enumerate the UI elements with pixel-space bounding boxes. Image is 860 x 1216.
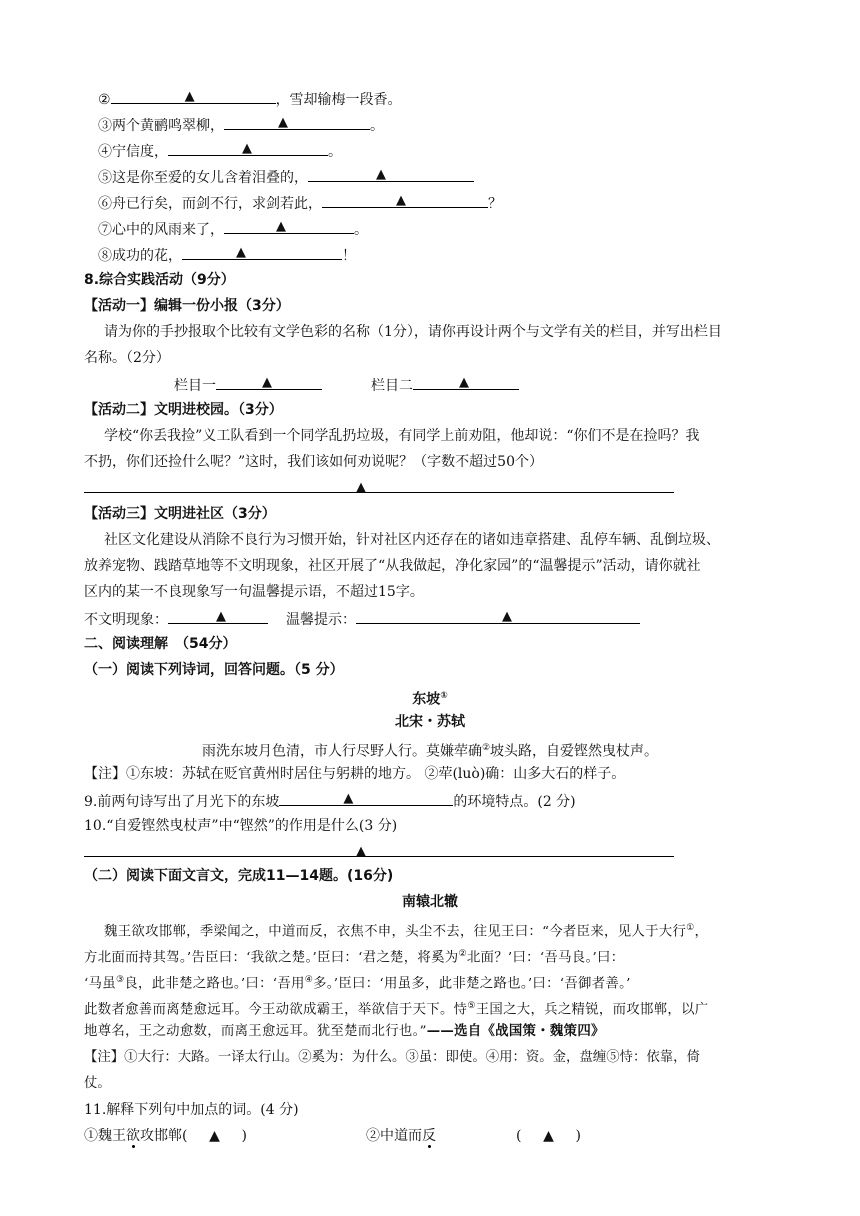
triangle-icon: ▲ xyxy=(209,1128,220,1144)
text-title: 南辕北辙 xyxy=(402,894,458,910)
triangle-icon: ▲ xyxy=(343,791,354,806)
triangle-icon: ▲ xyxy=(276,219,286,234)
q11: 11.解释下列句中加点的词。(4 分) xyxy=(84,1102,299,1118)
q11-item-2: ②中道而反 ( ▲ ) xyxy=(366,1128,581,1144)
triangle-icon: ▲ xyxy=(356,844,366,859)
poem-line-4: ④宁信度， ▲ 。 xyxy=(98,141,342,160)
passage-line: 此数者愈善而离楚愈远耳。今王动欲成霸王，举欲信于天下。恃⑤王国之大，兵之精锐，而攻邯郸，以广 xyxy=(84,1001,709,1018)
column-two: 栏目二 ▲ xyxy=(371,374,519,396)
answer-blank[interactable] xyxy=(111,88,276,104)
bad-behavior-row: 不文明现象： ▲ xyxy=(84,608,268,630)
tip-row: 温馨提示： ▲ xyxy=(286,608,640,630)
poem-line-2: ② ▲ ，雪却输梅一段香。 xyxy=(98,89,402,108)
poem-line-5: ⑤这是你至爱的女儿含着泪叠的， ▲ xyxy=(98,166,474,188)
activity2-text: 不扔，你们还捡什么呢？”这时，我们该如何劝说呢？（字数不超过50个） xyxy=(84,454,543,470)
poem-line-8: ⑧成功的花， ▲ ！ xyxy=(98,245,356,264)
q10: 10.“自爱铿然曳杖声”中“铿然”的作用是什么(3 分) xyxy=(84,818,398,834)
section2-title: 二、阅读理解 （54分） xyxy=(84,636,237,652)
passage-line: 地尊名，王之动愈数，而离王愈远耳。犹至楚而北行也。”——选自《战国策・魏策四》 xyxy=(84,1024,605,1039)
triangle-icon: ▲ xyxy=(242,141,252,156)
answer-slot[interactable] xyxy=(521,1126,575,1146)
column-one: 栏目一 ▲ xyxy=(174,374,322,396)
poem-author: 北宋・苏轼 xyxy=(395,714,465,730)
dotted-word: 反 xyxy=(422,1128,436,1144)
triangle-icon: ▲ xyxy=(376,167,386,182)
answer-blank[interactable] xyxy=(224,218,354,234)
answer-blank[interactable] xyxy=(168,608,268,624)
passage-line: 魏王欲攻邯郸，季梁闻之，中道而反，衣焦不申，头尘不去，往见王曰：“今者臣来，见人于大行①， xyxy=(104,923,709,940)
activity1-text: 名称。（2分） xyxy=(84,350,170,366)
q8-title: 8.综合实践活动（9分） xyxy=(84,272,235,288)
source-citation: ——选自《战国策・魏策四》 xyxy=(426,1024,605,1039)
activity2-text: 学校“你丢我捡”义工队看到一个同学乱扔垃圾，有同学上前劝阻，他却说：“你们不是在捡吗？我 xyxy=(104,428,700,444)
part1-title: （一）阅读下列诗词，回答问题。（5 分） xyxy=(84,662,344,678)
q11-item-1: ①魏王欲攻邯郸( ▲ ) xyxy=(84,1128,247,1144)
answer-line[interactable] xyxy=(84,492,674,493)
part2-title: （二）阅读下面文言文，完成11—14题。(16分) xyxy=(84,868,394,884)
activity3-text: 社区文化建设从消除不良行为习惯开始，针对社区内还存在的诸如违章搭建、乱停车辆、乱倒垃圾、 xyxy=(104,532,720,548)
poem-body: 雨洗东坡月色清，市人行尽野人行。莫嫌荦确②坡头路，自爱铿然曳杖声。 xyxy=(201,743,659,760)
poem-line-6: ⑥舟已行矣，而剑不行，求剑若此， ▲ ？ xyxy=(98,193,502,212)
answer-blank[interactable] xyxy=(308,166,474,182)
activity1-title: 【活动一】编辑一份小报（3分） xyxy=(84,298,290,314)
passage-note: 仗。 xyxy=(84,1076,111,1091)
answer-blank[interactable] xyxy=(322,192,488,208)
q9: 9.前两句诗写出了月光下的东坡 ▲ 的环境特点。(2 分) xyxy=(84,791,576,810)
answer-blank[interactable] xyxy=(216,374,322,390)
passage-note: 【注】①大行：大路。一译太行山。②奚为：为什么。③虽：即使。④用：资。金，盘缠⑤恃：依靠，倚 xyxy=(84,1050,700,1065)
triangle-icon: ▲ xyxy=(236,245,246,260)
triangle-icon: ▲ xyxy=(396,193,406,208)
answer-slot[interactable] xyxy=(187,1126,241,1146)
poem-note: 【注】①东坡：苏轼在贬官黄州时居住与躬耕的地方。 ②荦(luò)确：山多大石的样子。 xyxy=(84,766,626,782)
dotted-word: 欲 xyxy=(126,1128,140,1144)
poem-line-3: ③两个黄鹂鸣翠柳， ▲ 。 xyxy=(98,115,384,134)
answer-blank[interactable] xyxy=(279,790,453,806)
answer-blank[interactable] xyxy=(413,374,519,390)
triangle-icon: ▲ xyxy=(184,89,195,104)
activity2-title: 【活动二】文明进校园。（3分） xyxy=(84,402,283,418)
activity3-text: 放养宠物、践踏草地等不文明现象，社区开展了“从我做起，净化家园”的“温馨提示”活动，请你就社 xyxy=(84,558,701,574)
answer-blank[interactable] xyxy=(182,244,342,260)
activity3-text: 区内的某一不良现象写一句温馨提示语，不超过15字。 xyxy=(84,584,424,600)
triangle-icon: ▲ xyxy=(278,115,288,130)
activity3-title: 【活动三】文明进社区（3分） xyxy=(84,506,276,522)
answer-blank[interactable] xyxy=(356,608,640,624)
triangle-icon: ▲ xyxy=(356,480,366,495)
triangle-icon: ▲ xyxy=(459,375,469,390)
passage-line: ‘马虽③良，此非楚之路也。’曰：‘吾用④多。’臣曰：‘用虽多，此非楚之路也。’曰：‘吾御者善。’ xyxy=(84,975,631,992)
activity1-text: 请为你的手抄报取个比较有文学色彩的名称（1分），请你再设计两个与文学有关的栏目，并写出栏目 xyxy=(104,324,722,340)
poem-line-7: ⑦心中的风雨来了， ▲ 。 xyxy=(98,219,368,238)
triangle-icon: ▲ xyxy=(216,609,226,624)
triangle-icon: ▲ xyxy=(262,375,272,390)
poem-title: 东坡① xyxy=(412,691,448,708)
answer-line[interactable] xyxy=(84,856,674,857)
triangle-icon: ▲ xyxy=(502,609,512,624)
answer-blank[interactable] xyxy=(168,140,328,156)
answer-blank[interactable] xyxy=(224,114,370,130)
triangle-icon: ▲ xyxy=(543,1128,554,1144)
passage-line: 方北面而持其驾。’告臣曰：‘我欲之楚。’臣曰：‘君之楚，将奚为②北面？’曰：‘吾马良。’曰： xyxy=(84,949,625,966)
